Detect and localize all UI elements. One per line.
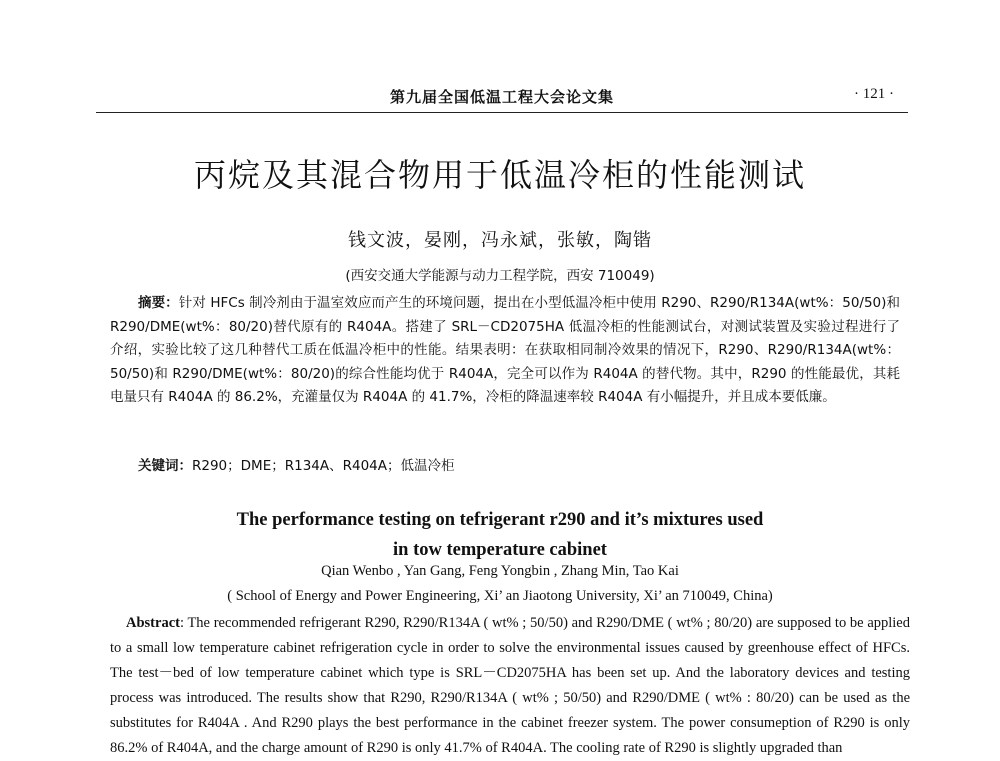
page-number: · 121 ·	[854, 86, 894, 102]
header-rule	[96, 112, 908, 113]
journal-name: 第九届全国低温工程大会论文集	[389, 88, 614, 106]
title-english	[0, 505, 1000, 565]
abstract-english-label: Abstract	[126, 615, 180, 631]
keywords-chinese	[138, 454, 898, 474]
running-header	[96, 86, 908, 108]
title-english-line2: in tow temperature cabinet	[393, 540, 607, 560]
title-english-line1: The performance testing on tefrigerant r290 and it’s mixtures used	[236, 510, 764, 530]
abstract-english	[110, 611, 910, 761]
abstract-chinese-label: 摘要：	[138, 295, 179, 311]
affiliation-english: ( School of Energy and Power Engineering, Xi’ an Jiaotong University, Xi’ an 710049, China)	[227, 588, 773, 604]
authors-english: Qian Wenbo , Yan Gang, Feng Yongbin , Zhang Min, Tao Kai	[321, 563, 679, 579]
keywords-text: R290；DME；R134A、R404A；低温冷柜	[192, 458, 455, 474]
keywords-label: 关键词：	[138, 458, 192, 474]
abstract-chinese	[110, 292, 900, 410]
title-chinese: 丙烷及其混合物用于低温冷柜的性能测试	[193, 156, 806, 194]
abstract-english-text: : The recommended refrigerant R290, R290/R134A ( wt% ; 50/50) and R290/DME ( wt% ; 80/20) are supposed to be applied to a small low temperature cabinet refrigeration cycle in order to solve the environmental issues caused by greenhouse effect of HFCs. The test－bed of low temperature cabinet which type is SRL－CD2075HA has been set up. And the laboratory devices and testing process was introduced. The results show that R290, R290/R134A ( wt% ; 50/50) and R290/DME ( wt% : 80/20) can be used as the substitutes for R404A . And R290 plays the best performance in the cabinet freezer system. The power consumeption of R290 is only 86.2% of R404A, and the charge amount of R290 is only 41.7% of R404A. The cooling rate of R290 is slightly upgraded than	[110, 615, 910, 756]
affiliation-chinese: (西安交通大学能源与动力工程学院，西安 710049)	[345, 268, 655, 284]
authors-chinese: 钱文波，晏刚，冯永斌，张敏，陶锴	[348, 230, 652, 251]
abstract-chinese-text: 针对 HFCs 制冷剂由于温室效应而产生的环境问题，提出在小型低温冷柜中使用 R290、R290/R134A(wt%：50/50)和 R290/DME(wt%：80/20)替代原有的 R404A。搭建了 SRL－CD2075HA 低温冷柜的性能测试台，对测试装置及实验过程进行了介绍，实验比较了这几种替代工质在低温冷柜中的性能。结果表明：在获取相同制冷效果的情况下，R290、R290/R134A(wt%：50/50)和 R290/DME(wt%：80/20)的综合性能均优于 R404A，完全可以作为 R404A 的替代物。其中，R290 的性能最优，其耗电量只有 R404A 的 86.2%，充灌量仅为 R404A 的 41.7%，冷柜的降温速率较 R404A 有小幅提升，并且成本要低廉。	[110, 295, 901, 405]
